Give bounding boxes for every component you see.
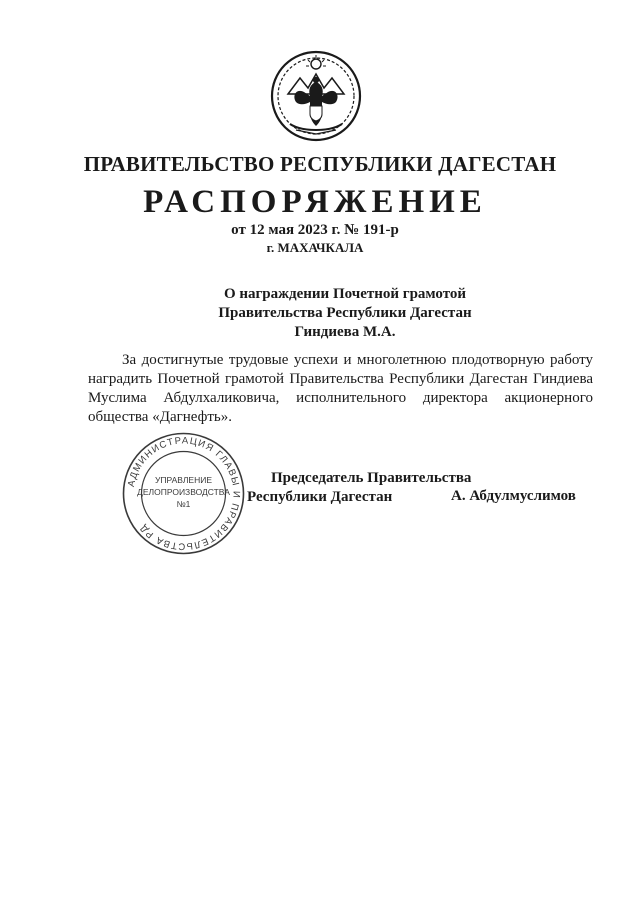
signatory-name: А. Абдулмуслимов xyxy=(451,488,576,504)
signatory-role-line-2: Республики Дагестан xyxy=(247,489,393,505)
subject-line-1: О награждении Почетной грамотой xyxy=(223,286,467,302)
document-date-number: от 12 мая 2023 г. № 191-р xyxy=(231,222,399,238)
stamp-line-3: №1 xyxy=(176,499,191,509)
official-stamp-icon xyxy=(121,431,246,556)
subject-line-3: Гиндиева М.А. xyxy=(294,324,396,340)
coat-of-arms-icon xyxy=(266,46,366,146)
subject-line-2: Правительства Республики Дагестан xyxy=(218,305,472,321)
government-title: ПРАВИТЕЛЬСТВО РЕСПУБЛИКИ ДАГЕСТАН xyxy=(83,152,557,176)
stamp-line-2: ДЕЛОПРОИЗВОДСТВА xyxy=(137,487,230,497)
signatory-role xyxy=(247,469,471,507)
document-subject xyxy=(0,285,640,342)
signatory-role-line-1: Председатель Правительства xyxy=(271,470,472,486)
document-type-title: РАСПОРЯЖЕНИЕ xyxy=(143,184,487,220)
document-city: г. МАХАЧКАЛА xyxy=(266,240,364,255)
body-paragraph: За достигнутые трудовые успехи и многолетнюю плодотворную работу наградить Почетной грамотой Правительства Республики Дагестан Гиндиева Муслима Абдулхаликовича, исполнительного директора акционерного общества «Дагнефть». xyxy=(88,352,593,425)
stamp-line-1: УПРАВЛЕНИЕ xyxy=(154,475,213,485)
stamp-ring-text: АДМИНИСТРАЦИЯ ГЛАВЫ И ПРАВИТЕЛЬСТВА РД xyxy=(125,435,242,552)
